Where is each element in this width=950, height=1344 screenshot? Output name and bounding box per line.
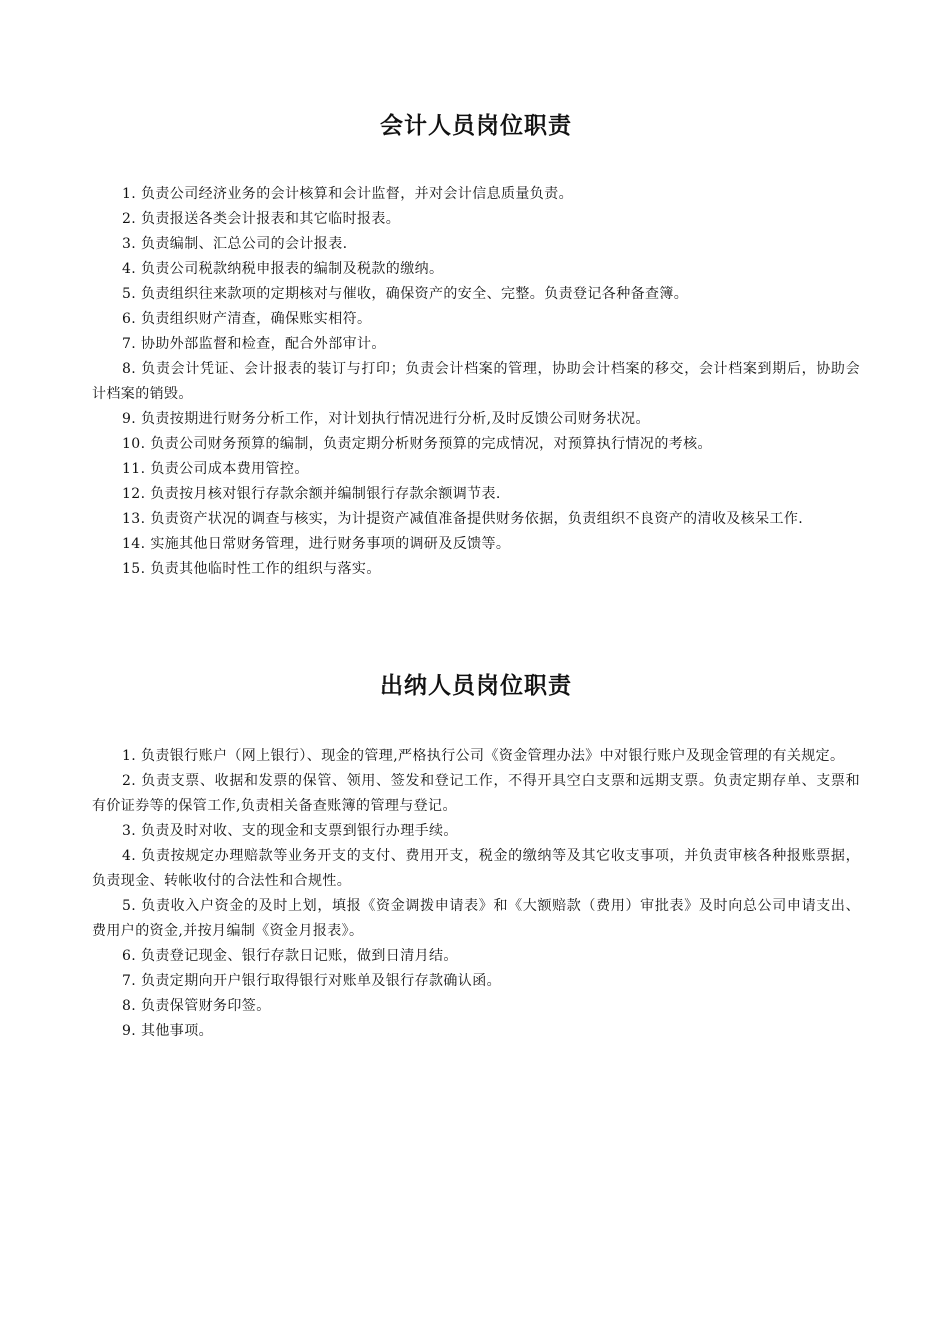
duty-item: 2. 负责支票、收据和发票的保管、领用、签发和登记工作，不得开具空白支票和远期支票。负责定期存单、支票和有价证券等的保管工作,负责相关备查账簿的管理与登记。	[92, 773, 860, 814]
section-title: 出纳人员岗位职责	[380, 673, 572, 699]
duty-item: 8. 负责会计凭证、会计报表的装订与打印；负责会计档案的管理，协助会计档案的移交，会计档案到期后，协助会计档案的销毁。	[92, 361, 860, 402]
duty-item: 14. 实施其他日常财务管理，进行财务事项的调研及反馈等。	[122, 536, 511, 552]
duty-item: 4. 负责按规定办理赔款等业务开支的支付、费用开支，税金的缴纳等及其它收支事项，并负责审核各种报账票据，负责现金、转帐收付的合法性和合规性。	[92, 848, 860, 889]
duty-item: 1. 负责银行账户（网上银行）、现金的管理,严格执行公司《资金管理办法》中对银行账户及现金管理的有关规定。	[122, 748, 845, 764]
duty-item: 10. 负责公司财务预算的编制，负责定期分析财务预算的完成情况，对预算执行情况的考核。	[122, 436, 712, 452]
section-title: 会计人员岗位职责	[380, 113, 572, 139]
duty-item: 7. 负责定期向开户银行取得银行对账单及银行存款确认函。	[122, 973, 502, 989]
duty-list	[92, 744, 860, 1044]
accountant-duties-section	[92, 108, 860, 582]
duty-item: 1. 负责公司经济业务的会计核算和会计监督，并对会计信息质量负责。	[122, 186, 574, 202]
duty-item: 9. 负责按期进行财务分析工作，对计划执行情况进行分析,及时反馈公司财务状况。	[122, 411, 650, 427]
duty-item: 5. 负责组织往来款项的定期核对与催收，确保资产的安全、完整。负责登记各种备查簿。	[122, 286, 689, 302]
duty-item: 3. 负责及时对收、支的现金和支票到银行办理手续。	[122, 823, 458, 839]
duty-item: 4. 负责公司税款纳税申报表的编制及税款的缴纳。	[122, 261, 444, 277]
duty-item: 8. 负责保管财务印签。	[122, 998, 271, 1014]
duty-item: 6. 负责组织财产清查，确保账实相符。	[122, 311, 372, 327]
duty-item: 13. 负责资产状况的调查与核实，为计提资产减值准备提供财务依据，负责组织不良资产的清收及核呆工作.	[122, 511, 804, 527]
duty-item: 12. 负责按月核对银行存款余额并编制银行存款余额调节表.	[122, 486, 501, 502]
duty-item: 11. 负责公司成本费用管控。	[122, 461, 309, 477]
duty-item: 9. 其他事项。	[122, 1023, 214, 1039]
cashier-duties-section	[92, 668, 860, 1044]
duty-item: 5. 负责收入户资金的及时上划，填报《资金调拨申请表》和《大额赔款（费用）审批表》及时向总公司申请支出、费用户的资金,并按月编制《资金月报表》。	[92, 898, 860, 939]
duty-item: 7. 协助外部监督和检查，配合外部审计。	[122, 336, 386, 352]
duty-list	[92, 182, 860, 582]
duty-item: 6. 负责登记现金、银行存款日记账，做到日清月结。	[122, 948, 458, 964]
duty-item: 15. 负责其他临时性工作的组织与落实。	[122, 561, 381, 577]
duty-item: 2. 负责报送各类会计报表和其它临时报表。	[122, 211, 401, 227]
duty-item: 3. 负责编制、汇总公司的会计报表.	[122, 236, 348, 252]
